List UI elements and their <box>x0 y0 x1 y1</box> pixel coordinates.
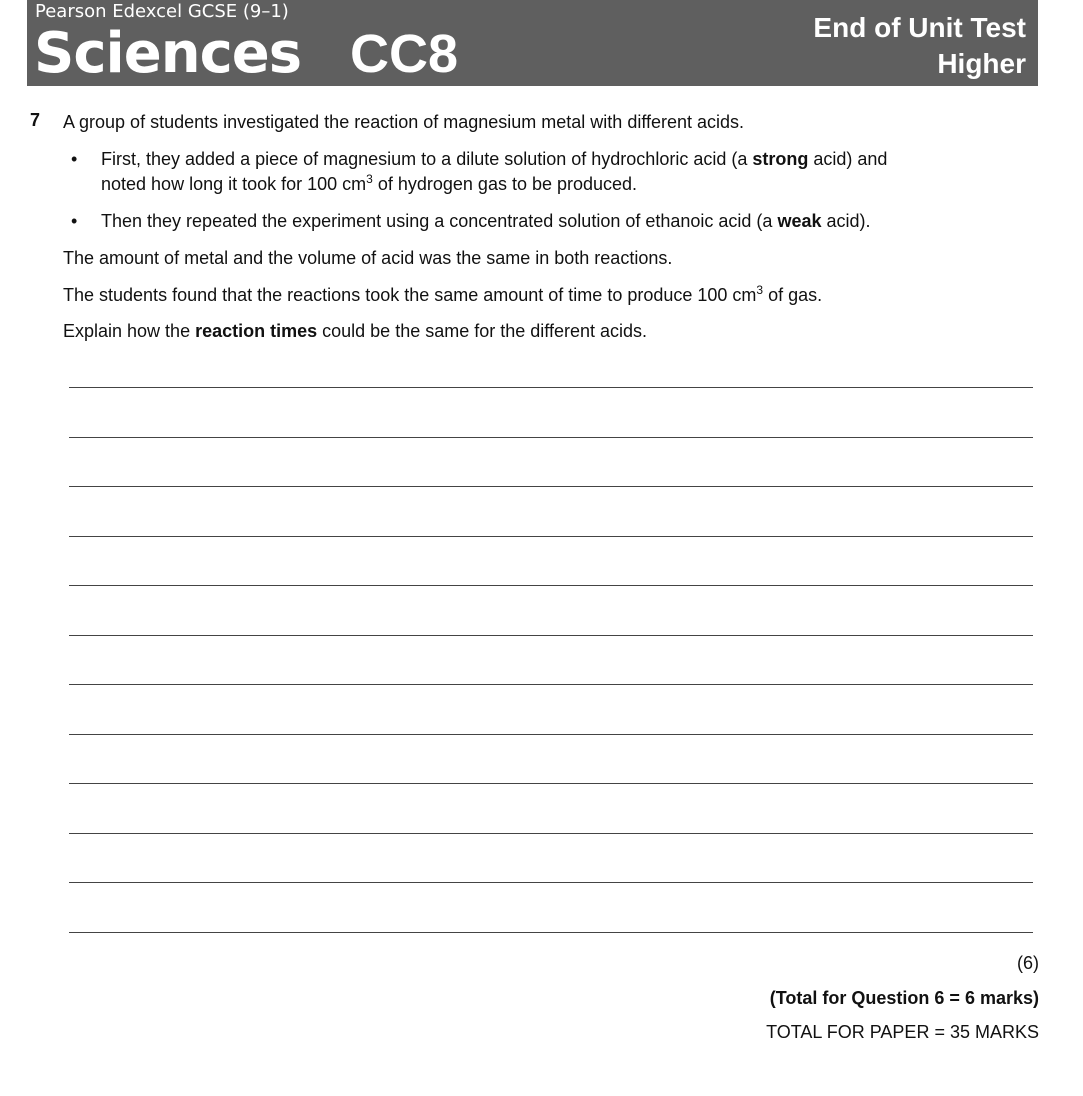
answer-line[interactable] <box>69 833 1033 834</box>
statement-2-text-b: of gas. <box>763 285 823 305</box>
bullet-1-text-c: noted how long it took for 100 cm <box>101 174 367 194</box>
bullet-1-bold: strong <box>752 149 809 169</box>
prompt-bold: reaction times <box>195 321 318 341</box>
question-prompt <box>63 319 647 343</box>
answer-line[interactable] <box>69 536 1033 537</box>
answer-line[interactable] <box>69 932 1033 933</box>
superscript: 3 <box>366 172 373 186</box>
answer-line[interactable] <box>69 585 1033 586</box>
prompt-text-b: could be the same for the different acids. <box>317 321 648 341</box>
answer-line[interactable] <box>69 882 1033 883</box>
bullet-1-line-2 <box>101 172 637 196</box>
answer-line[interactable] <box>69 783 1033 784</box>
statement-2 <box>63 283 822 307</box>
bullet-2-bold: weak <box>777 211 822 231</box>
question-number: 7 <box>30 110 41 130</box>
answer-line[interactable] <box>69 387 1033 388</box>
paper-total: TOTAL FOR PAPER = 35 MARKS <box>766 1022 1039 1042</box>
test-type: End of Unit Test <box>813 12 1026 43</box>
answer-line[interactable] <box>69 734 1033 735</box>
statement-2-text-a: The students found that the reactions took the same amount of time to produce 100 cm <box>63 285 757 305</box>
bullet-2-text-b: acid). <box>821 211 871 231</box>
bullet-1-text-b: acid) and <box>808 149 888 169</box>
exam-series: Pearson Edexcel GCSE (9–1) <box>35 1 289 22</box>
bullet-icon: • <box>71 211 78 231</box>
question-intro: A group of students investigated the reaction of magnesium metal with different acids. <box>63 112 745 132</box>
marks-available: (6) <box>1017 953 1039 973</box>
bullet-1-line-1 <box>101 147 887 171</box>
bullet-2-line <box>101 209 871 233</box>
subject-title: Sciences <box>34 21 302 86</box>
header-banner <box>27 0 1038 86</box>
unit-code: CC8 <box>350 24 459 84</box>
bullet-1-text-d: of hydrogen gas to be produced. <box>372 174 638 194</box>
prompt-text-a: Explain how the <box>63 321 196 341</box>
answer-line[interactable] <box>69 635 1033 636</box>
bullet-2-text-a: Then they repeated the experiment using a concentrated solution of ethanoic acid (a <box>101 211 778 231</box>
question-total: (Total for Question 6 = 6 marks) <box>769 988 1039 1008</box>
answer-line[interactable] <box>69 486 1033 487</box>
answer-line[interactable] <box>69 437 1033 438</box>
answer-line[interactable] <box>69 684 1033 685</box>
superscript: 3 <box>756 283 764 297</box>
bullet-1-text-a: First, they added a piece of magnesium to a dilute solution of hydrochloric acid (a <box>101 149 753 169</box>
tier-label: Higher <box>937 48 1026 79</box>
statement-1: The amount of metal and the volume of acid was the same in both reactions. <box>63 248 673 268</box>
bullet-icon: • <box>71 149 78 169</box>
